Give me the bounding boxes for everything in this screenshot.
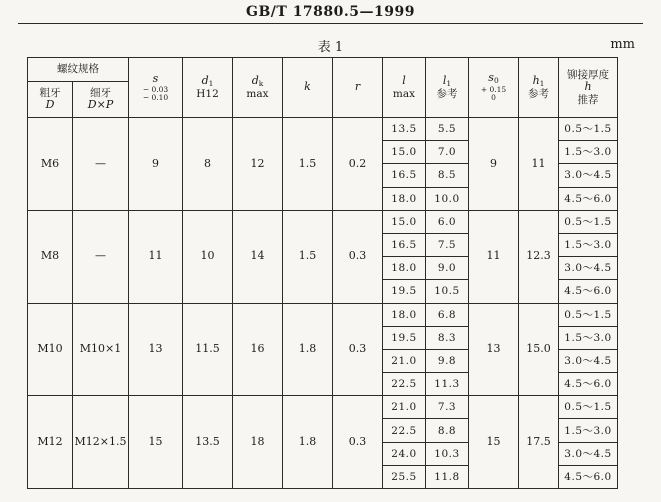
header-rule — [18, 23, 643, 24]
h1-header — [519, 58, 559, 118]
group-h1-value: 12.3 — [519, 210, 559, 303]
cell-rivet-thickness: 1.5～3.0 — [559, 326, 618, 349]
group-coarse-thread: M10 — [28, 303, 73, 396]
group-k-value: 1.5 — [283, 118, 333, 211]
h1-sublabel: 参考 — [528, 88, 549, 101]
cell-rivet-thickness: 0.5～1.5 — [559, 210, 618, 233]
cell-l1: 8.8 — [426, 419, 469, 442]
cell-rivet-thickness: 4.5～6.0 — [559, 280, 618, 303]
cell-l: 21.0 — [383, 349, 426, 372]
cell-l1: 8.3 — [426, 326, 469, 349]
cell-l: 22.5 — [383, 419, 426, 442]
l1-symbol: l — [442, 73, 447, 87]
d1-header — [183, 58, 233, 118]
group-r-value: 0.3 — [333, 303, 383, 396]
r-symbol: r — [354, 80, 361, 94]
dk-sublabel: max — [246, 88, 269, 101]
l-header — [383, 58, 426, 118]
cell-l: 18.0 — [383, 257, 426, 280]
s0-header — [469, 58, 519, 118]
group-coarse-thread: M12 — [28, 396, 73, 489]
group-dk-value: 14 — [233, 210, 283, 303]
cell-rivet-thickness: 4.5～6.0 — [559, 187, 618, 210]
group-dk-value: 18 — [233, 396, 283, 489]
group-h1-value: 11 — [519, 118, 559, 211]
group-s-value: 11 — [129, 210, 183, 303]
cell-l: 15.0 — [383, 210, 426, 233]
cell-rivet-thickness: 4.5～6.0 — [559, 373, 618, 396]
fine-symbol: D×P — [87, 98, 114, 112]
table-header — [28, 58, 618, 118]
group-h1-value: 15.0 — [519, 303, 559, 396]
group-h1-value: 17.5 — [519, 396, 559, 489]
d1-symbol: d — [201, 73, 209, 87]
s0-tol-upper: + 0.15 — [480, 85, 507, 95]
table-body — [28, 118, 618, 489]
rivet-symbol: h — [584, 80, 592, 94]
cell-l: 24.0 — [383, 442, 426, 465]
cell-l1: 6.0 — [426, 210, 469, 233]
d1-subscript: 1 — [208, 78, 214, 88]
cell-l: 15.0 — [383, 141, 426, 164]
dk-symbol: d — [251, 73, 259, 87]
cell-l: 18.0 — [383, 187, 426, 210]
s0-symbol: s — [488, 71, 494, 85]
cell-l1: 7.0 — [426, 141, 469, 164]
cell-rivet-thickness: 4.5～6.0 — [559, 465, 618, 488]
l1-header — [426, 58, 469, 118]
s-tol-lower: − 0.10 — [142, 92, 169, 102]
cell-rivet-thickness: 0.5～1.5 — [559, 118, 618, 141]
group-s0-value: 15 — [469, 396, 519, 489]
cell-l1: 11.3 — [426, 373, 469, 396]
thread-spec-header: 螺纹规格 — [28, 58, 129, 82]
group-d1-value: 11.5 — [183, 303, 233, 396]
table-row — [28, 396, 618, 419]
cell-l: 16.5 — [383, 164, 426, 187]
cell-l: 19.5 — [383, 326, 426, 349]
group-s0-value: 13 — [469, 303, 519, 396]
cell-rivet-thickness: 1.5～3.0 — [559, 141, 618, 164]
group-s-value: 13 — [129, 303, 183, 396]
table-row — [28, 210, 618, 233]
s0-tol-lower: 0 — [491, 93, 496, 103]
cell-l1: 9.0 — [426, 257, 469, 280]
group-fine-thread: M10×1 — [73, 303, 129, 396]
d1-sublabel: H12 — [196, 88, 219, 101]
k-symbol: k — [304, 80, 311, 94]
cell-l1: 10.3 — [426, 442, 469, 465]
table-caption: 表 1 — [317, 40, 344, 55]
group-coarse-thread: M6 — [28, 118, 73, 211]
cell-l1: 10.0 — [426, 187, 469, 210]
group-d1-value: 13.5 — [183, 396, 233, 489]
s0-subscript: 0 — [493, 76, 499, 86]
coarse-symbol: D — [45, 98, 55, 112]
group-s0-value: 9 — [469, 118, 519, 211]
h1-symbol: h — [532, 73, 540, 87]
cell-l1: 7.5 — [426, 233, 469, 256]
group-k-value: 1.8 — [283, 303, 333, 396]
s-symbol: s — [152, 71, 159, 85]
l-sublabel: max — [392, 87, 416, 100]
cell-rivet-thickness: 3.0～4.5 — [559, 164, 618, 187]
cell-l1: 11.8 — [426, 465, 469, 488]
fine-label: 细牙 — [90, 87, 111, 100]
h1-subscript: 1 — [539, 78, 545, 88]
group-s0-value: 11 — [469, 210, 519, 303]
group-r-value: 0.3 — [333, 210, 383, 303]
cell-l1: 5.5 — [426, 118, 469, 141]
cell-l1: 9.8 — [426, 349, 469, 372]
group-d1-value: 8 — [183, 118, 233, 211]
l1-subscript: 1 — [446, 78, 452, 88]
r-header — [333, 58, 383, 118]
cell-rivet-thickness: 3.0～4.5 — [559, 442, 618, 465]
l-symbol: l — [402, 74, 406, 88]
dk-header — [233, 58, 283, 118]
table-row — [28, 118, 618, 141]
coarse-label: 粗牙 — [39, 87, 61, 100]
cell-rivet-thickness: 1.5～3.0 — [559, 233, 618, 256]
cell-l: 13.5 — [383, 118, 426, 141]
table-row — [28, 303, 618, 326]
group-k-value: 1.8 — [283, 396, 333, 489]
cell-l: 16.5 — [383, 233, 426, 256]
fine-header — [73, 82, 129, 118]
cell-l: 25.5 — [383, 465, 426, 488]
cell-rivet-thickness: 0.5～1.5 — [559, 396, 618, 419]
group-s-value: 15 — [129, 396, 183, 489]
coarse-header — [28, 82, 73, 118]
cell-l: 18.0 — [383, 303, 426, 326]
rivet-title: 铆接厚度 — [567, 69, 609, 82]
group-k-value: 1.5 — [283, 210, 333, 303]
group-fine-thread: — — [73, 210, 129, 303]
cell-rivet-thickness: 0.5～1.5 — [559, 303, 618, 326]
spec-table — [27, 57, 618, 489]
cell-l1: 10.5 — [426, 280, 469, 303]
cell-rivet-thickness: 3.0～4.5 — [559, 349, 618, 372]
standard-header: GB/T 17880.5—1999 — [246, 4, 415, 20]
cell-l1: 6.8 — [426, 303, 469, 326]
cell-l: 19.5 — [383, 280, 426, 303]
cell-rivet-thickness: 1.5～3.0 — [559, 419, 618, 442]
group-r-value: 0.2 — [333, 118, 383, 211]
cell-l1: 7.3 — [426, 396, 469, 419]
rivet-thickness-header — [559, 58, 618, 118]
rivet-sublabel: 推荐 — [577, 93, 599, 106]
group-fine-thread: M12×1.5 — [73, 396, 129, 489]
group-dk-value: 16 — [233, 303, 283, 396]
cell-l1: 8.5 — [426, 164, 469, 187]
cell-l: 21.0 — [383, 396, 426, 419]
s-tol-upper: − 0.03 — [142, 84, 169, 94]
group-dk-value: 12 — [233, 118, 283, 211]
s-header — [129, 58, 183, 118]
group-r-value: 0.3 — [333, 396, 383, 489]
group-fine-thread: — — [73, 118, 129, 211]
group-coarse-thread: M8 — [28, 210, 73, 303]
unit-label: mm — [610, 37, 635, 52]
group-d1-value: 10 — [183, 210, 233, 303]
cell-rivet-thickness: 3.0～4.5 — [559, 257, 618, 280]
dk-subscript: k — [258, 78, 264, 88]
l1-sublabel: 参考 — [436, 88, 458, 101]
k-header — [283, 58, 333, 118]
group-s-value: 9 — [129, 118, 183, 211]
cell-l: 22.5 — [383, 373, 426, 396]
